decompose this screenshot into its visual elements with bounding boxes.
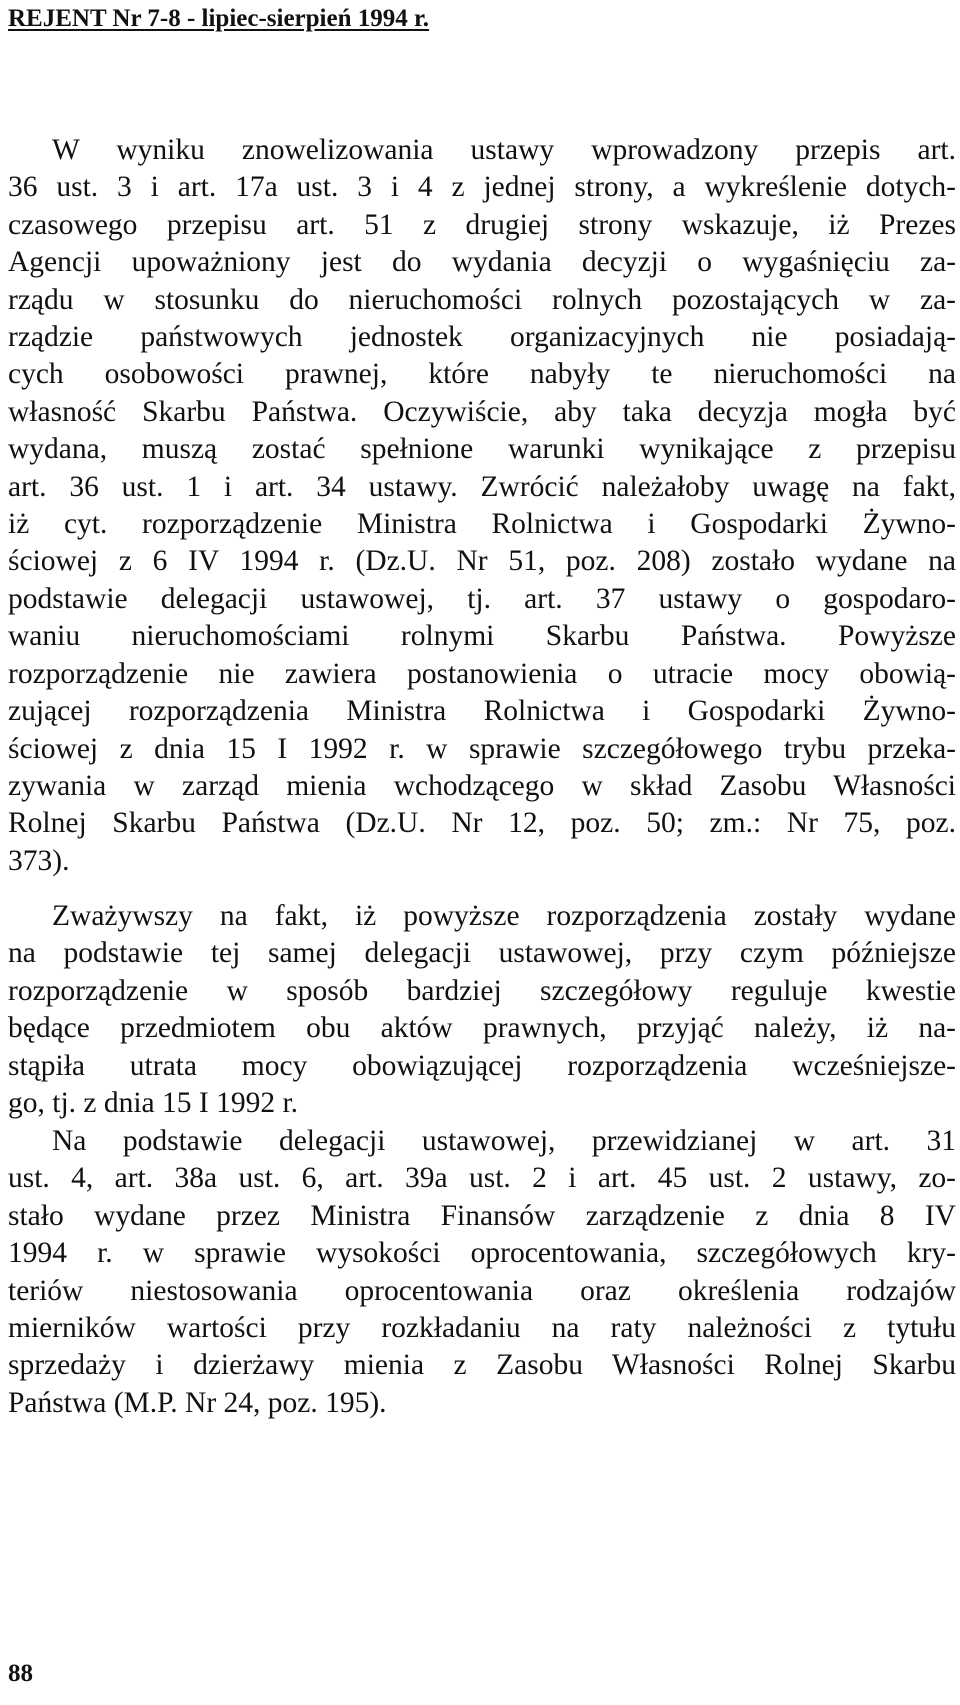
paragraph-line: czasowego przepisu art. 51 z drugiej strony wskazuje, iż Prezes [8,208,956,241]
paragraph-line: sprzedaży i dzierżawy mienia z Zasobu Własności Rolnej Skarbu [8,1349,956,1382]
paragraph-line: ściowej z dnia 15 I 1992 r. w sprawie szczegółowego trybu przeka- [8,732,956,765]
paragraph-line: rozporządzenie w sposób bardziej szczegółowy reguluje kwestie [8,974,956,1007]
paragraph-line: go, tj. z dnia 15 I 1992 r. [8,1087,299,1120]
paragraph-line: stało wydane przez Ministra Finansów zarządzenie z dnia 8 IV [8,1199,956,1232]
paragraph-line: 36 ust. 3 i art. 17a ust. 3 i 4 z jednej strony, a wykreślenie dotych- [8,171,956,204]
paragraph-line: Zważywszy na fakt, iż powyższe rozporządzenia zostały wydane [52,900,956,932]
paragraph-line: ust. 4, art. 38a ust. 6, art. 39a ust. 2 i art. 45 ust. 2 ustawy, zo- [8,1162,956,1195]
paragraph-line: rozporządzenie nie zawiera postanowienia o utracie mocy obowią- [8,657,956,690]
paragraph-line: W wyniku znowelizowania ustawy wprowadzony przepis art. [52,134,956,166]
paragraph-line: art. 36 ust. 1 i art. 34 ustawy. Zwrócić należałoby uwagę na fakt, [8,470,956,503]
paragraph-line: iż cyt. rozporządzenie Ministra Rolnictwa i Gospodarki Żywno- [8,508,956,541]
paragraph-line: Agencji upoważniony jest do wydania decyzji o wygaśnięciu za- [8,246,956,279]
paragraph-2 [8,898,956,1122]
paragraph-line: na podstawie tej samej delegacji ustawowej, przy czym późniejsze [8,937,956,970]
paragraph-line: rządu w stosunku do nieruchomości rolnych pozostających w za- [8,283,956,316]
paragraph-line: zującej rozporządzenia Ministra Rolnictwa i Gospodarki Żywno- [8,695,956,728]
paragraph-line: własność Skarbu Państwa. Oczywiście, aby taka decyzja mogła być [8,395,956,428]
paragraph-line: stąpiła utrata mocy obowiązującej rozporządzenia wcześniejsze- [8,1049,956,1082]
paragraph-line: waniu nieruchomościami rolnymi Skarbu Państwa. Powyższe [8,620,956,653]
paragraph-line: rządzie państwowych jednostek organizacyjnych nie posiadają- [8,321,956,354]
paragraph-3 [8,1123,956,1422]
paragraph-line: cych osobowości prawnej, które nabyły te nieruchomości na [8,358,956,391]
page-number: 88 [8,1660,33,1687]
paragraph-line: 373). [8,844,70,877]
paragraph-line: wydana, muszą zostać spełnione warunki wynikające z przepisu [8,433,956,466]
paragraph-line: Na podstawie delegacji ustawowej, przewidzianej w art. 31 [52,1125,956,1157]
paragraph-line: zywania w zarząd mienia wchodzącego w skład Zasobu Własności [8,769,956,802]
paragraph-line: podstawie delegacji ustawowej, tj. art. 37 ustawy o gospodaro- [8,582,956,615]
paragraph-line: Państwa (M.P. Nr 24, poz. 195). [8,1386,387,1419]
paragraph-line: Rolnej Skarbu Państwa (Dz.U. Nr 12, poz. 50; zm.: Nr 75, poz. [8,807,956,840]
paragraph-line: teriów niestosowania oprocentowania oraz określenia rodzajów [8,1274,956,1307]
paragraph-1 [8,132,956,880]
paragraph-line: 1994 r. w sprawie wysokości oprocentowania, szczegółowych kry- [8,1237,956,1270]
paragraph-line: ściowej z 6 IV 1994 r. (Dz.U. Nr 51, poz. 208) zostało wydane na [8,545,956,578]
paragraph-line: będące przedmiotem obu aktów prawnych, przyjąć należy, iż na- [8,1012,956,1045]
paragraph-line: mierników wartości przy rozkładaniu na raty należności z tytułu [8,1312,956,1345]
running-header: REJENT Nr 7-8 - lipiec-sierpień 1994 r. [8,5,430,32]
